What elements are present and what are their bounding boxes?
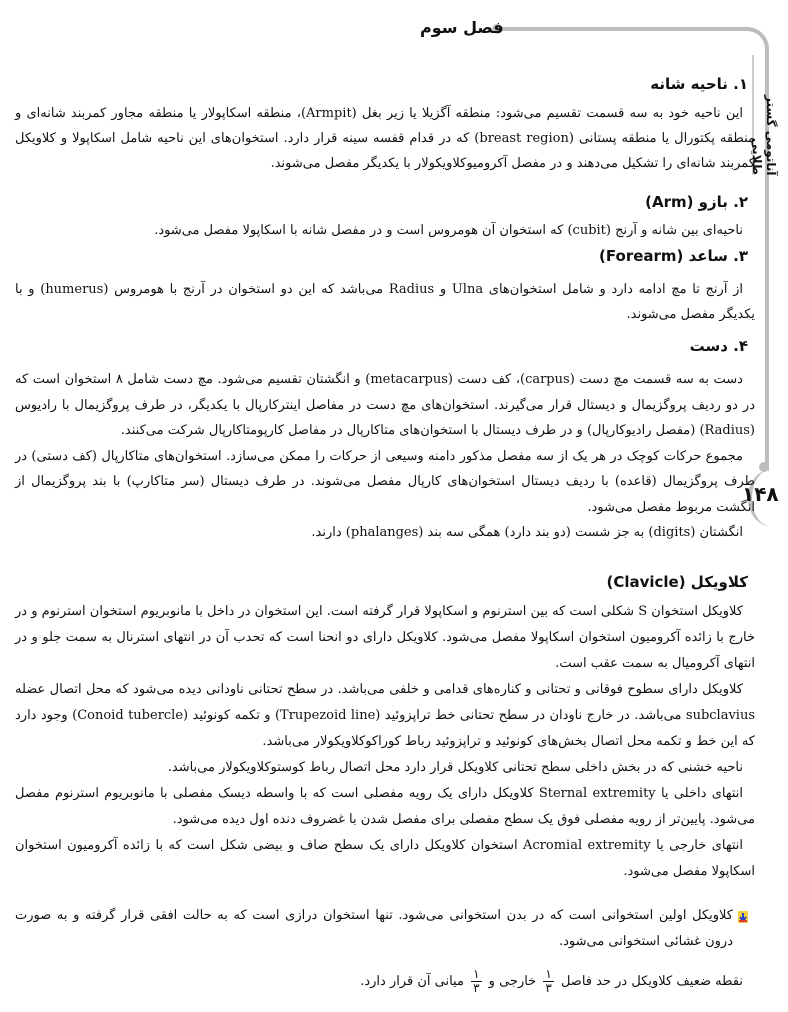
section-heading-arm: ۲. بازو (Arm) <box>645 193 748 211</box>
paragraph: ناحیه‌ای بین شانه و آرنج (cubit) که استخوان آن هومروس است و در مفصل شانه با اسکاپولا مفصل می‌شود. <box>154 223 743 238</box>
chapter-title: فصل سوم <box>420 18 504 37</box>
note-bullet-icon <box>738 911 748 923</box>
paragraph: از آرنج تا مچ ادامه دارد و شامل استخوان‌های Ulna و Radius می‌باشد که این دو استخوان در آرنج با هومروس (humerus) و با یکدیگر مفصل می‌شوند. <box>15 282 755 322</box>
fraction-one-third <box>543 968 553 995</box>
text: نقطه ضعیف کلاویکل در حد فاصل <box>560 974 743 989</box>
section-forearm-body <box>15 277 755 327</box>
section-heading-clavicle: کلاویکل (Clavicle) <box>606 573 748 591</box>
paragraph: مجموع حرکات کوچک در هر یک از سه مفصل مذکور دامنه وسیعی از حرکات را ممکن می‌سازد. استخوان‌های متاکارپال (کف دستی) در طرف پروگزیمال (قاعده) با ردیف دیستال استخوان‌های کارپال مفصل می‌شوند. در طرف دیستال (سر متاکارپ) با بند پروگزیمال از انگشت مربوط مفصل می‌شود. <box>15 448 756 515</box>
numerator: ۱ <box>545 967 552 981</box>
paragraph: کلاویکل استخوان S شکلی است که بین استرنوم و اسکاپولا قرار گرفته است. این استخوان در داخل با مانوبریوم استخوان استرنوم و در خارج با زائده آکرومیون استخوان اسکاپولا مفصل می‌شود. کلاویکل دارای دو انحنا است که تحدب آن در انتهای استرنال به سمت جلو و در انتهای آکرومیال به سمت عقب است. <box>15 604 755 671</box>
section-hand-body <box>15 367 755 546</box>
clavicle-weak-point <box>15 962 755 1002</box>
denominator: ۳ <box>545 981 552 995</box>
section-heading-forearm: ۳. ساعد (Forearm) <box>599 247 748 265</box>
paragraph: انگشتان (digits) به جز شست (دو بند دارد) همگی سه بند (phalanges) دارند. <box>311 525 743 540</box>
section-clavicle-body <box>15 599 755 885</box>
paragraph: کلاویکل دارای سطوح فوقانی و تحتانی و کناره‌های قدامی و خلفی می‌باشد. در سطح تحتانی ناودانی دیده می‌شود که محل اتصال عضله subclavius می‌باشد. در خارج ناودان در سطح تحتانی خط تراپزوئید (Trupezoid line) و تکمه کونوئید (Conoid tubercle) وجود دارد که این خط و تکمه محل اتصال بخش‌های کونوئید و تراپزوئید رباط کوراکوکلاویکولار می‌باشد. <box>15 682 756 749</box>
text: خارجی و <box>488 974 537 989</box>
paragraph: انتهای داخلی یا Sternal extremity کلاویکل دارای یک رویه مفصلی است که با واسطه دیسک مفصلی با مانوبریوم استرنوم مفصل می‌شود. پایین‌تر از رویه مفصلی فوق یک سطح مفصلی برای مفصل شدن با غضروف دنده اول دیده می‌شود. <box>15 786 755 827</box>
paragraph: انتهای خارجی یا Acromial extremity استخوان کلاویکل دارای یک سطح صاف و بیضی شکل است که با زائده آکرومیون استخوان اسکاپولا مفصل می‌شود. <box>15 838 755 879</box>
text: میانی آن قرار دارد. <box>360 974 464 989</box>
side-book-title: آناتومی گستر طلایی <box>752 55 778 175</box>
section-arm-body <box>15 218 755 243</box>
paragraph: این ناحیه خود به سه قسمت تقسیم می‌شود: منطقه آگزیلا یا زیر بغل (Armpit)، منطقه اسکاپولار یا منطقه مجاور کمربند شانه‌ای و منطقه پکتورال یا منطقه پستانی (breast region) که در قدام قفسه سینه قرار دارد. استخوان‌های این ناحیه شامل اسکاپولا و کلاویکل کمربند شانه‌ای را تشکیل می‌دهند و در مفصل آکرومیوکلاویکولار با یکدیگر مفصل می‌شوند. <box>15 106 755 171</box>
page-number: ۱۴۸ <box>742 482 779 506</box>
paragraph: ناحیه خشنی که در بخش داخلی سطح تحتانی کلاویکل قرار دارد محل اتصال رباط کوستوکلاویکولار می‌باشد. <box>167 760 743 775</box>
paragraph <box>15 962 755 1002</box>
paragraph: دست به سه قسمت مچ دست (carpus)، کف دست (metacarpus) و انگشتان تقسیم می‌شود. مچ دست شامل ۸ استخوان است که در دو ردیف پروگزیمال و دیستال قرار می‌گیرند. استخوان‌های مچ دست در مفاصل اینترکارپال با یکدیگر، در طرف پروگزیمال با رادیوس (Radius) (مفصل رادیوکارپال) و در طرف دیستال با استخوان‌های متاکارپال در مفاصل کارپومتاکارپال شرکت می‌کنند. <box>15 372 755 438</box>
section-heading-hand: ۴. دست <box>689 337 748 355</box>
clavicle-note <box>15 903 733 955</box>
note-text: کلاویکل اولین استخوانی است که در بدن استخوانی می‌شود. تنها استخوان درازی است که به حالت افقی قرار گرفته و به صورت درون غشائی استخوانی می‌شود. <box>15 908 733 949</box>
section-heading-shoulder: ۱. ناحیه شانه <box>650 75 748 93</box>
fraction-one-third <box>471 968 481 995</box>
denominator: ۳ <box>473 981 480 995</box>
numerator: ۱ <box>473 967 480 981</box>
section-shoulder-body <box>15 101 755 176</box>
